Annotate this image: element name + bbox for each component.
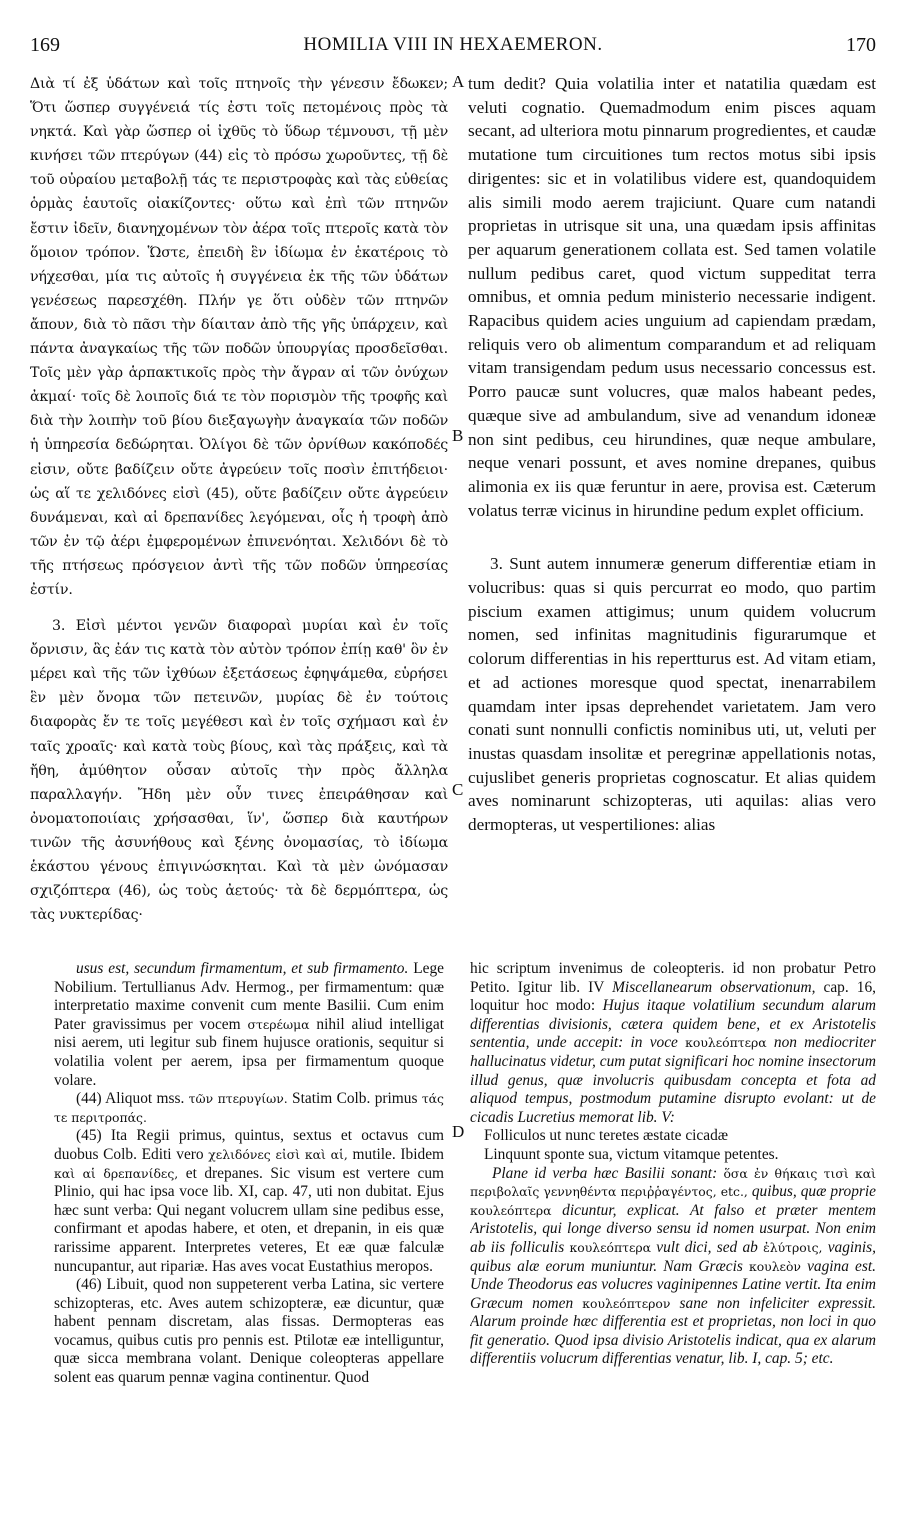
greek-term: στερέωμα — [247, 1016, 310, 1032]
greek-term: τάς τε περιτροπάς. — [54, 1091, 444, 1125]
greek-term: ἐλύτροις, — [763, 1239, 823, 1255]
greek-term: τῶν πτερυγίων. — [188, 1091, 288, 1107]
footnote-text: vaginis, quibus alæ eorum muniuntur. Nam Græcis — [470, 1238, 876, 1275]
greek-term: καὶ αἱ δρεπανίδες, — [54, 1165, 179, 1181]
margin-marker-d: D — [452, 1122, 465, 1141]
footnote-45 — [54, 1127, 444, 1276]
latin-text-column — [468, 72, 876, 942]
greek-paragraph-1: Διὰ τί ἐξ ὑδάτων καὶ τοῖς πτηνοῖς τὴν γένεσιν ἔδωκεν; Ὅτι ὥσπερ συγγένειά τίς ἐστι τοῖς πετομένοις πρὸς τὰ νηκτά. Καὶ γὰρ ὥσπερ οἱ ἰχθῦς τὸ ὕδωρ τέμνουσι, τῇ μὲν κινήσει τῶν πτερύγων (44) εἰς τὸ πρόσω χωροῦντες, τῇ δὲ τοῦ οὐραίου μεταβολῇ τάς τε περιστροφὰς καὶ τὰς εὐθείας ὁρμὰς ἑαυτοῖς οἰακίζοντες· οὕτω καὶ ἐπὶ τῶν πτηνῶν ἔστιν ἰδεῖν, διανηχομένων τὸν ἀέρα τοῖς πτεροῖς κατὰ τὸν ὅμοιον τρόπον. Ὥστε, ἐπειδὴ ἓν ἰδίωμα ἐν ἑκατέροις τὸ νήχεσθαι, μία τις αὐτοῖς ἡ συγγένεια ἐκ τῆς τῶν ὑδάτων γενέσεως παρεσχέθη. Πλήν γε ὅτι οὐδὲν τῶν πτηνῶν ἄπουν, διὰ τὸ πᾶσι τὴν δίαιταν ἀπὸ τῆς γῆς ὑπάρχειν, καὶ πάντα ἀναγκαίως τῆς τῶν ποδῶν ὑπουργίας προσδεῖσθαι. Τοῖς μὲν γὰρ ἁρπακτικοῖς πρὸς τὴν ἄγραν αἱ τῶν ὀνύχων ἀκμαί· τοῖς δὲ λοιποῖς διά τε τὸν πορισμὸν τῆς τροφῆς καὶ διὰ τὴν λοιπὴν τοῦ βίου διεξαγωγὴν ἀναγκαία τῶν ποδῶν ἡ ὑπηρεσία δεδώρηται. Ὀλίγοι δὲ τῶν ὀρνίθων κακόποδές εἰσιν, οὔτε βαδίζειν οὔτε ἀγρεύειν τοῖς ποσὶν ἐπιτήδειοι· ὡς αἵ τε χελιδόνες εἰσὶ (45), οὔτε βαδίζειν οὔτε ἀγρεύειν δυνάμεναι, καὶ αἱ δρεπανίδες λεγόμεναι, οἷς ἡ τροφὴ ἀπὸ τῶν ἐν τῷ ἀέρι ἐμφερομένων ἐπινενόηται. Χελιδόνι δὲ τὸ τῆς πτήσεως πρόσγειον ἀντὶ τῆς τῶν ποδῶν ὑπηρεσίας ἐστίν. — [30, 76, 448, 598]
greek-term: κουλεὸν — [748, 1258, 801, 1274]
footnote-text: mutile. Ibidem — [352, 1145, 444, 1163]
footnote-44 — [54, 1090, 444, 1127]
margin-marker-a: A — [452, 72, 465, 91]
greek-text-column — [30, 72, 448, 942]
footnotes-left — [54, 960, 444, 1500]
greek-term: χελιδόνες εἰσὶ καὶ αἱ, — [208, 1146, 348, 1162]
page-header — [30, 34, 876, 62]
latin-paragraph-2: 3. Sunt autem innumeræ generum differentiæ etiam in volucribus: quas si quis percurrat eo modo, quo partim piscium examen attigimus; unum quidem volucrum nomen, sed infinitas magnitudinis figurarumque et colorum differentias in his repertturus est. Ad vitam etiam, et ad actiones moresque quod spectat, inenarrabilem quamdam inter ipsas deprehendet varietatem. Jam vero conati sunt nonnulli confictis nominibus uti, ut, veluti per inustas quasdam insolitæ et peregrinæ appellationis notas, cujuslibet generis proprietas cognoscatur. Et alias quidem aves nominarunt schizopteras, uti aquilas: alias vero dermopteras, ut vespertiliones: alias — [468, 554, 876, 835]
greek-term: κουλεόπτερα — [685, 1035, 767, 1051]
page-number-right: 170 — [846, 34, 876, 56]
footnote-text: nihil aliud intelligat nisi aerem, uti legitur sub finem hujusce orationis, sequitur si volatilia volent per aerem, ipsa per firmamentum quoque volare. — [54, 1015, 444, 1089]
verse-line-1: Folliculos ut nunc teretes æstate cicadæ — [484, 1127, 729, 1145]
greek-term: κουλεόπτερα — [569, 1239, 652, 1255]
margin-marker-b: B — [452, 426, 464, 445]
footnote-text: Lege Nobilium. Tertullianus Adv. Hermog., per firmamentum: quæ interpretatio maxime convenit cum mente Basilii. Cum enim Pater gravissimus per vocem — [54, 960, 444, 1033]
footnote-text: Hujus itaque volatilium secundum alarum differentias divisionis, cætera quidem bene, et ex Aristotelis sententia, unde accepit: in voce — [470, 997, 876, 1052]
footnote-text: quibus, quæ proprie — [751, 1183, 876, 1201]
margin-marker-c: C — [452, 780, 464, 799]
greek-term: κουλεόπτερον — [582, 1295, 671, 1311]
footnote-text: dicuntur, explicat. At falso et præter mentem Aristotelis, qui longe diverso sensu id nomen usurpat. Non enim ab iis folliculis — [470, 1201, 876, 1256]
footnote-text: (45) Ita Regii primus, quintus, sextus et octavus cum duobus Colb. Editi vero — [54, 1127, 444, 1163]
greek-term: ὅσα ἐν θήκαις τισὶ καὶ περιβολαῖς γεννηθέντα περιῤῥαγέντος, etc., — [470, 1165, 876, 1200]
footnote-text: sane non infeliciter expressit. Alarum proinde hæc differentia est et proprietas, non loci in quo fit generatio. Quod ipsa divisio Aristotelis indicat, qua ex alarum differentiis volucrum differentias venatur, lib. I, cap. 5; etc. — [470, 1294, 876, 1368]
footnotes-right — [470, 960, 876, 1500]
footnote-text: (44) Aliquot mss. — [76, 1090, 185, 1108]
page-number-left: 169 — [30, 34, 60, 56]
verse-line-2: Linquunt sponte sua, victum vitamque petentes. — [484, 1145, 779, 1163]
footnote-46: (46) Libuit, quod non suppeterent verba Latina, sic vertere schizopteras, etc. Aves autem schizopteræ, eæ dicuntur, quæ habent pennam discretam, alas fissas. Dermopteras eas vocamus, quibus cutis pro pennis est. Ptilotæ eæ intelliguntur, quæ sicca membrana volant. Denique coleopteras appellare solent eas quarum pennæ vagina continentur. Quod — [54, 1276, 444, 1387]
footnote-text: non mediocriter hallucinatus videtur, cum putat significari hoc nomine insectorum illud genus, quæ involucris quibusdam concepta et fota ad aliquod tempus, postmodum putamine disrupto evolant: ut de cicadis Lucretius memorat lib. V: — [470, 1034, 876, 1126]
greek-paragraph-2: 3. Εἰσὶ μέντοι γενῶν διαφοραὶ μυρίαι καὶ ἐν τοῖς ὄρνισιν, ἃς ἐάν τις κατὰ τὸν αὐτὸν τρόπον ἐπίῃ καθ' ὃν ἐν μέρει καὶ τῆς τῶν ἰχθύων ἐξετάσεως ἐφηψάμεθα, εὑρήσει ἓν μὲν ὄνομα τῶν πετεινῶν, μυρίας δὲ ἐν τούτοις διαφορὰς ἔν τε τοῖς μεγέθεσι καὶ ἐν τοῖς σχήμασι καὶ ἐν ταῖς χροαῖς· καὶ κατὰ τοὺς βίους, καὶ τὰς πράξεις, καὶ τὰ ἤθη, ἀμύθητον οὖσαν αὐτοῖς τὴν πρὸς ἄλληλα παραλλαγήν. Ἤδη μὲν οὖν τινες ἐπειράθησαν καὶ ὀνοματοποιίαις χρήσασθαι, ἵν', ὥσπερ διὰ καυτήρων τινῶν τῆς ἀσυνήθους καὶ ξένης ὀνομασίας, τὸ ἰδίωμα ἑκάστου γένους ἐπιγινώσκηται. Καὶ τὰ μὲν ὠνόμασαν σχιζόπτερα (46), ὡς τοὺς ἀετούς· τὰ δὲ δερμόπτερα, ὡς τὰς νυκτερίδας· — [30, 618, 448, 924]
footnote-text: cap. 16, loquitur hoc modo: — [470, 978, 876, 1015]
footnote-text: vagina est. Unde Theodorus eas volucres vaginipennes Latine vertit. Ita enim Græcum nomen — [470, 1257, 876, 1312]
footnote-text: Miscellanearum observationum, — [612, 978, 816, 996]
footnote-text: Statim Colb. primus — [292, 1090, 418, 1108]
footnote-46-commentary — [470, 1165, 876, 1370]
footnote-continued — [54, 960, 444, 1090]
footnote-text: et drepanes. Sic visum est vertere cum Plinio, qui hac ipsa voce lib. XI, cap. 47, uti non dubitat. Ejus hæc sunt verba: Qui negant volucrem ullam sine pedibus esse, confirmant et apodas habere, et oten, et drepanin, in eis quæ rarissime apparent. Interpretes veteres, Et eæ quæ falculæ nuncupantur, aut ripariæ. Has aves vocat Eustathius meropos. — [54, 1164, 444, 1275]
footnote-text: hic scriptum invenimus de coleopteris. id non probatur Petro Petito. Igitur lib. IV — [470, 960, 876, 996]
footnote-text: usus est, secundum firmamentum, et sub firmamento. — [76, 960, 409, 977]
footnote-46-continued — [470, 960, 876, 1127]
running-title: HOMILIA VIII IN HEXAEMERON. — [303, 34, 603, 55]
footnote-text: vult dici, sed ab — [656, 1238, 758, 1256]
latin-paragraph-1: tum dedit? Quia volatilia inter et natatilia quædam est veluti cognatio. Quemadmodum enim pisces aquam secant, ad ulteriora motu pinnarum progredientes, et caudæ mutatione tum circuitiones tum rectos motus sibi ipsis dirigentes: sic et in volatilibus videre est, quandoquidem alis simili modo aerem trajiciunt. Quare cum natandi proprietas in utrisque sit una, una quædam ipsis affinitas per aquarum generationem collata est. Sed tamen volatile nullum pedibus caret, quod victum suppeditat terra omnibus, et omnia pedum ministerio necessarie indigent. Rapacibus quidem acies unguium ad capiendam prædam, reliquis vero ob alimentum comparandum et ad reliquam vitam transigendam pedum usus necessario concessus est. Porro paucæ sunt volucres, quæ malos habeant pedes, quæque sive ad ambulandum, sive ad venandum idoneæ non sint pedibus, ceu hirundines, quæ neque ambulare, neque venari possunt, et aves nomine drepanes, quibus alimonia ex iis quæ feruntur in aere, provisa est. Cæterum volatus terræ vicinus in hirundine pedum explet officium. — [468, 74, 876, 520]
footnote-text: Plane id verba hæc Basilii sonant: — [492, 1164, 718, 1182]
greek-term: κουλεόπτερα — [470, 1202, 552, 1218]
